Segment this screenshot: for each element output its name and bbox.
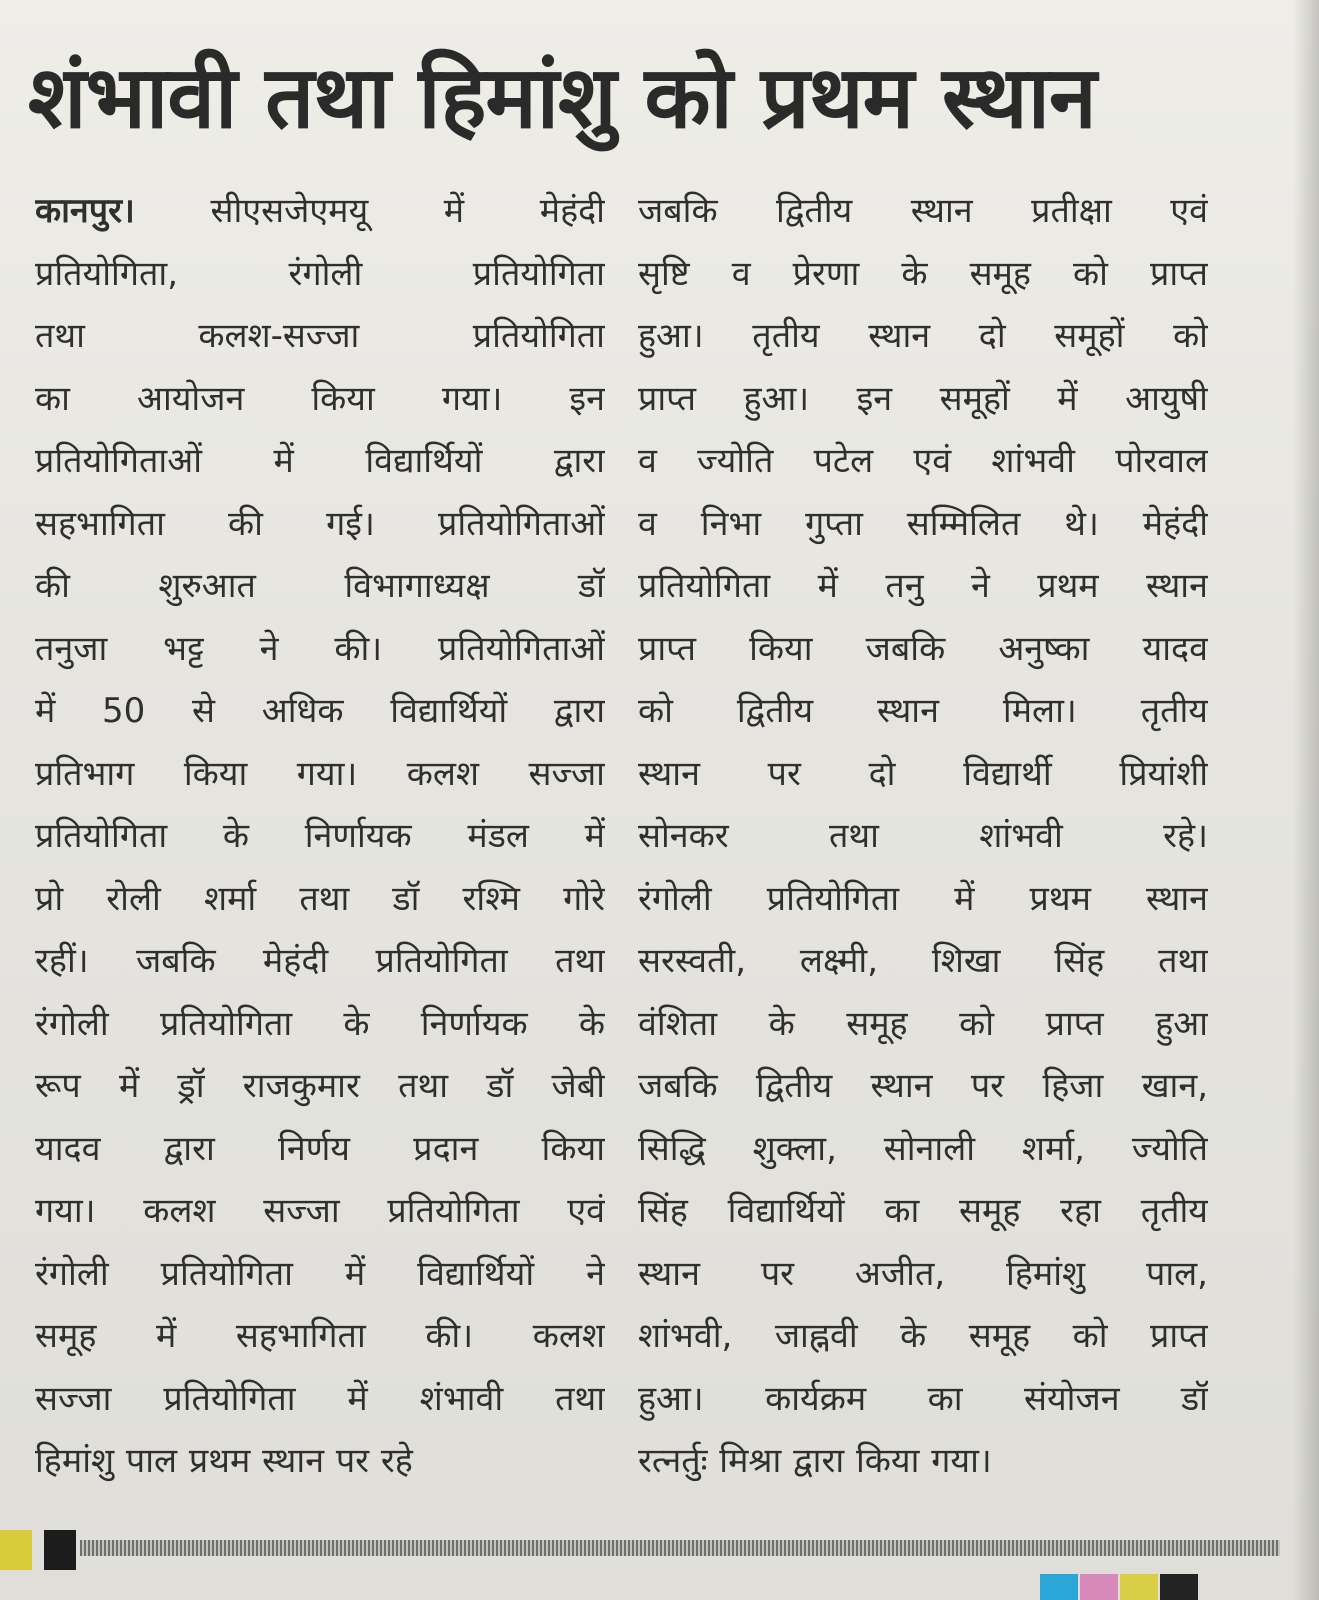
article-line <box>35 1430 605 1493</box>
article-line <box>638 243 1208 306</box>
article-text: यादव द्वारा निर्णय प्रदान किया <box>35 1128 605 1169</box>
article-text: सीएसजेएमयू में मेहंदी <box>134 191 605 231</box>
article-text: सज्जा प्रतियोगिता में शंभावी तथा <box>35 1378 605 1419</box>
article-text: का आयोजन किया गया। इन <box>35 378 605 419</box>
article-line <box>638 555 1208 618</box>
article-text: सिंह विद्यार्थियों का समूह रहा तृतीय <box>638 1191 1208 1231</box>
article-text: हिमांशु पाल प्रथम स्थान पर रहे <box>35 1441 413 1481</box>
article-line <box>638 1243 1208 1306</box>
color-bar-magenta <box>1080 1574 1118 1600</box>
article-text: व निभा गुप्ता सम्मिलित थे। मेहंदी <box>638 503 1208 544</box>
article-line <box>638 1368 1208 1431</box>
article-text: रंगोली प्रतियोगिता में प्रथम स्थान <box>638 878 1208 919</box>
article-text: तथा कलश-सज्जा प्रतियोगिता <box>35 316 605 356</box>
article-text: जबकि द्वितीय स्थान पर हिजा खान, <box>638 1066 1208 1106</box>
article-text: शांभवी, जाह्नवी के समूह को प्राप्त <box>638 1316 1208 1356</box>
article-text: जबकि द्वितीय स्थान प्रतीक्षा एवं <box>638 191 1208 231</box>
article-text: सहभागिता की गई। प्रतियोगिताओं <box>35 503 605 544</box>
article-text: रूप में ड्रॉ राजकुमार तथा डॉ जेबी <box>35 1066 605 1106</box>
article-line <box>638 180 1208 243</box>
article-text: की शुरुआत विभागाध्यक्ष डॉ <box>35 566 605 606</box>
article-line <box>638 618 1208 681</box>
article-text: स्थान पर अजीत, हिमांशु पाल, <box>638 1253 1208 1294</box>
article-text: सरस्वती, लक्ष्मी, शिखा सिंह तथा <box>638 941 1208 981</box>
article-line <box>638 930 1208 993</box>
article-text: प्रतियोगिताओं में विद्यार्थियों द्वारा <box>35 441 605 481</box>
article-text: वंशिता के समूह को प्राप्त हुआ <box>638 1003 1208 1044</box>
article-line <box>638 1180 1208 1243</box>
article-line <box>638 993 1208 1056</box>
article-column-right <box>638 180 1208 1493</box>
article-line <box>638 1118 1208 1181</box>
article-line <box>638 1305 1208 1368</box>
article-text: हुआ। तृतीय स्थान दो समूहों को <box>638 316 1208 356</box>
article-line <box>35 1180 605 1243</box>
article-line <box>35 618 605 681</box>
article-text: प्राप्त किया जबकि अनुष्का यादव <box>638 628 1208 669</box>
article-text: रंगोली प्रतियोगिता में विद्यार्थियों ने <box>35 1253 605 1294</box>
article-text: हुआ। कार्यक्रम का संयोजन डॉ <box>638 1378 1208 1419</box>
color-bar-black <box>1160 1574 1198 1600</box>
article-text: रत्नर्तुः मिश्रा द्वारा किया गया। <box>638 1441 992 1481</box>
article-line <box>35 1305 605 1368</box>
article-text: प्रतियोगिता के निर्णायक मंडल में <box>35 816 605 856</box>
article-text: प्रतियोगिता में तनु ने प्रथम स्थान <box>638 566 1208 606</box>
article-text: प्राप्त हुआ। इन समूहों में आयुषी <box>638 378 1208 419</box>
article-text: प्रतियोगिता, रंगोली प्रतियोगिता <box>35 253 605 294</box>
article-line <box>638 493 1208 556</box>
article-text: को द्वितीय स्थान मिला। तृतीय <box>638 691 1208 731</box>
article-line <box>638 680 1208 743</box>
article-line <box>638 1430 1208 1493</box>
article-line <box>638 305 1208 368</box>
article-text: सृष्टि व प्रेरणा के समूह को प्राप्त <box>638 253 1208 294</box>
article-text: व ज्योति पटेल एवं शांभवी पोरवाल <box>638 441 1208 481</box>
headline: शंभावी तथा हिमांशु को प्रथम स्थान <box>28 48 1096 148</box>
article-line <box>35 805 605 868</box>
article-text: समूह में सहभागिता की। कलश <box>35 1316 605 1356</box>
article-line <box>35 1243 605 1306</box>
article-text: रहीं। जबकि मेहंदी प्रतियोगिता तथा <box>35 941 605 981</box>
page-edge-shadow <box>1293 0 1319 1600</box>
article-line <box>35 555 605 618</box>
article-text: तनुजा भट्ट ने की। प्रतियोगिताओं <box>35 628 605 669</box>
color-bar-yellow <box>1120 1574 1158 1600</box>
article-text: में 50 से अधिक विद्यार्थियों द्वारा <box>35 691 605 731</box>
article-line <box>638 430 1208 493</box>
article-text: स्थान पर दो विद्यार्थी प्रियांशी <box>638 753 1208 794</box>
article-line <box>35 743 605 806</box>
dateline: कानपुर। <box>35 191 135 231</box>
article-line <box>35 493 605 556</box>
article-text: सिद्धि शुक्ला, सोनाली शर्मा, ज्योति <box>638 1128 1208 1169</box>
article-line <box>35 930 605 993</box>
registration-mark-yellow <box>0 1530 32 1570</box>
article-text: रंगोली प्रतियोगिता के निर्णायक के <box>35 1003 605 1044</box>
article-line <box>35 1368 605 1431</box>
article-line <box>35 243 605 306</box>
article-line <box>638 743 1208 806</box>
article-line <box>35 368 605 431</box>
article-line <box>35 868 605 931</box>
article-line <box>35 1055 605 1118</box>
article-line <box>638 805 1208 868</box>
article-line <box>638 868 1208 931</box>
color-bar-cyan <box>1040 1574 1078 1600</box>
article-line <box>35 993 605 1056</box>
article-text: प्रतिभाग किया गया। कलश सज्जा <box>35 753 605 794</box>
article-column-left <box>35 180 605 1493</box>
article-line <box>35 680 605 743</box>
article-line <box>638 1055 1208 1118</box>
registration-mark-black <box>44 1530 76 1570</box>
bottom-print-rule <box>80 1540 1280 1556</box>
article-text: गया। कलश सज्जा प्रतियोगिता एवं <box>35 1191 605 1231</box>
article-line <box>35 430 605 493</box>
article-line <box>35 305 605 368</box>
article-line <box>35 180 605 243</box>
article-line <box>35 1118 605 1181</box>
article-line <box>638 368 1208 431</box>
article-text: सोनकर तथा शांभवी रहे। <box>638 816 1208 856</box>
article-text: प्रो रोली शर्मा तथा डॉ रश्मि गोरे <box>35 878 605 919</box>
